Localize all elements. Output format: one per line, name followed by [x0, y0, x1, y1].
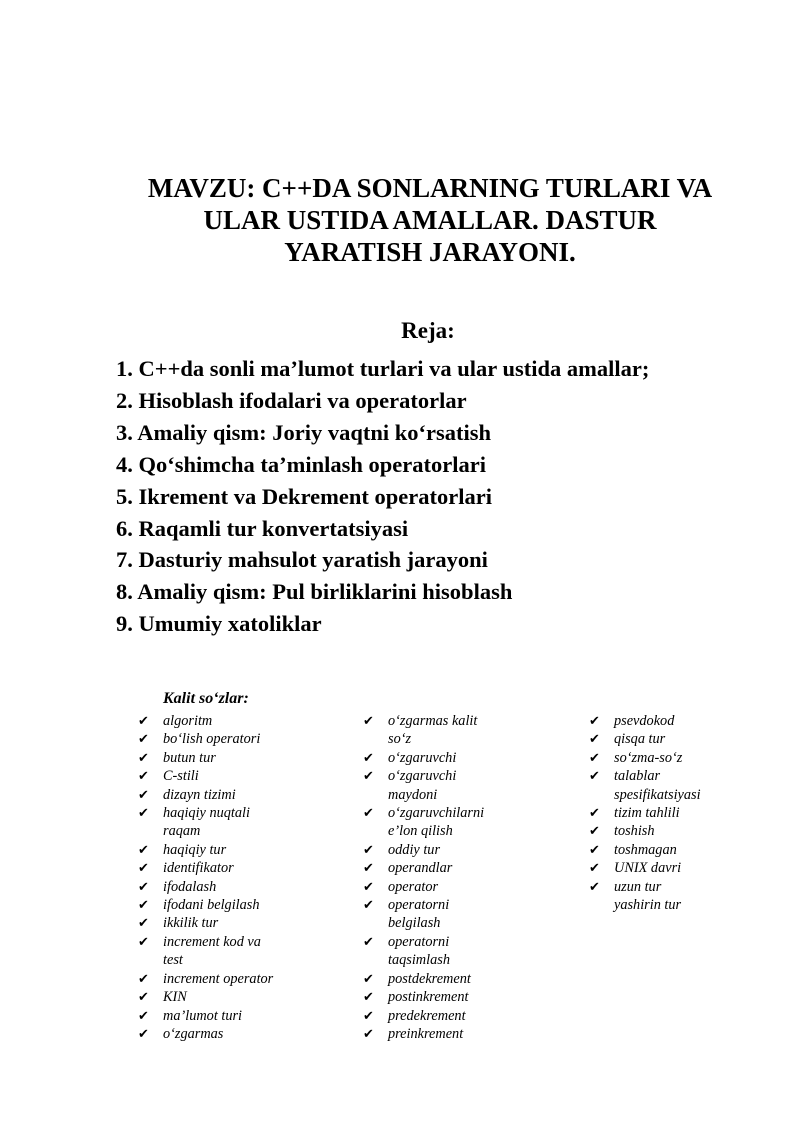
- plan-item: 4. Qo‘shimcha ta’minlash operatorlari: [116, 451, 486, 477]
- keyword-item: ✔ oddiy tur: [363, 841, 553, 859]
- plan-list: [116, 353, 649, 640]
- keywords-column-1: [138, 712, 328, 1043]
- keyword-item: ✔ operandlar: [363, 859, 553, 877]
- keyword-item-continuation: so‘z: [388, 731, 412, 748]
- keywords-column-2: [363, 712, 553, 1043]
- keyword-item: ✔ ma’lumot turi: [138, 1007, 328, 1025]
- keyword-item: ✔ operatorni: [363, 933, 553, 951]
- keywords-heading: Kalit so‘zlar:: [163, 690, 249, 707]
- plan-item: 1. C++da sonli ma’lumot turlari va ular ustida amallar;: [116, 356, 650, 381]
- keyword-item: ✔ toshish: [589, 822, 779, 840]
- plan-item: 8. Amaliy qism: Pul birliklarini hisoblash: [116, 579, 513, 605]
- keyword-item: ✔ o‘zgarmas: [138, 1025, 328, 1043]
- keyword-item: ✔ so‘zma-so‘z: [589, 749, 779, 767]
- keyword-item: ✔ postinkrement: [363, 988, 553, 1006]
- keyword-item-continuation: maydoni: [388, 786, 438, 803]
- keyword-item: ✔ C-stili: [138, 767, 328, 785]
- keyword-item: ✔ identifikator: [138, 859, 328, 877]
- keyword-item: ✔ operatorni: [363, 896, 553, 914]
- keyword-item: ✔ haqiqiy nuqtali: [138, 804, 328, 822]
- keyword-item: ✔ haqiqiy tur: [138, 841, 328, 859]
- keyword-item: ✔ ikkilik tur: [138, 914, 328, 932]
- keyword-item-continuation: taqsimlash: [388, 952, 450, 969]
- title-line: YARATISH JARAYONI.: [284, 237, 576, 267]
- keyword-item: ✔ operator: [363, 878, 553, 896]
- plan-heading: Reja:: [401, 318, 455, 343]
- keyword-item: ✔ o‘zgaruvchi: [363, 767, 553, 785]
- keyword-item: ✔ algoritm: [138, 712, 328, 730]
- keyword-item-continuation: spesifikatsiyasi: [614, 786, 701, 803]
- title-line: ULAR USTIDA AMALLAR. DASTUR: [203, 205, 657, 235]
- keyword-item: ✔ o‘zgaruvchi: [363, 749, 553, 767]
- keyword-item: ✔ KIN: [138, 988, 328, 1006]
- keyword-item: ✔ qisqa tur: [589, 730, 779, 748]
- keyword-item: ✔ tizim tahlili: [589, 804, 779, 822]
- plan-item: 3. Amaliy qism: Joriy vaqtni ko‘rsatish: [116, 419, 492, 445]
- keyword-item: ✔ talablar: [589, 767, 779, 785]
- plan-item: 7. Dasturiy mahsulot yaratish jarayoni: [116, 547, 488, 573]
- keyword-item-continuation: e’lon qilish: [388, 823, 453, 840]
- keyword-item: ✔ psevdokod: [589, 712, 779, 730]
- keyword-item: ✔ dizayn tizimi: [138, 786, 328, 804]
- keyword-item: ✔ increment operator: [138, 970, 328, 988]
- title-line: MAVZU: C++DA SONLARNING TURLARI VA: [147, 173, 713, 203]
- keyword-item: ✔ UNIX davri: [589, 859, 779, 877]
- plan-item: 2. Hisoblash ifodalari va operatorlar: [116, 387, 467, 413]
- keyword-item: ✔ o‘zgarmas kalit: [363, 712, 553, 730]
- keyword-item: ✔ o‘zgaruvchilarni: [363, 804, 553, 822]
- page-title: [110, 172, 750, 268]
- keyword-item: ✔ bo‘lish operatori: [138, 730, 328, 748]
- keyword-item: ✔ preinkrement: [363, 1025, 553, 1043]
- keyword-item-continuation: test: [163, 952, 183, 969]
- keyword-item-continuation: raqam: [163, 823, 201, 840]
- keyword-item: ✔ postdekrement: [363, 970, 553, 988]
- plan-item: 9. Umumiy xatoliklar: [116, 611, 322, 637]
- keyword-item-continuation: belgilash: [388, 915, 441, 932]
- keyword-item-continuation: yashirin tur: [614, 897, 682, 914]
- keyword-item: ✔ ifodalash: [138, 878, 328, 896]
- keyword-item: ✔ ifodani belgilash: [138, 896, 328, 914]
- keyword-item: ✔ uzun tur: [589, 878, 779, 896]
- keyword-item: ✔ predekrement: [363, 1007, 553, 1025]
- keyword-item: ✔ increment kod va: [138, 933, 328, 951]
- keyword-item: ✔ butun tur: [138, 749, 328, 767]
- plan-item: 6. Raqamli tur konvertatsiyasi: [116, 515, 409, 541]
- keyword-item: ✔ toshmagan: [589, 841, 779, 859]
- plan-item: 5. Ikrement va Dekrement operatorlari: [116, 483, 492, 509]
- keywords-column-3: [589, 712, 779, 914]
